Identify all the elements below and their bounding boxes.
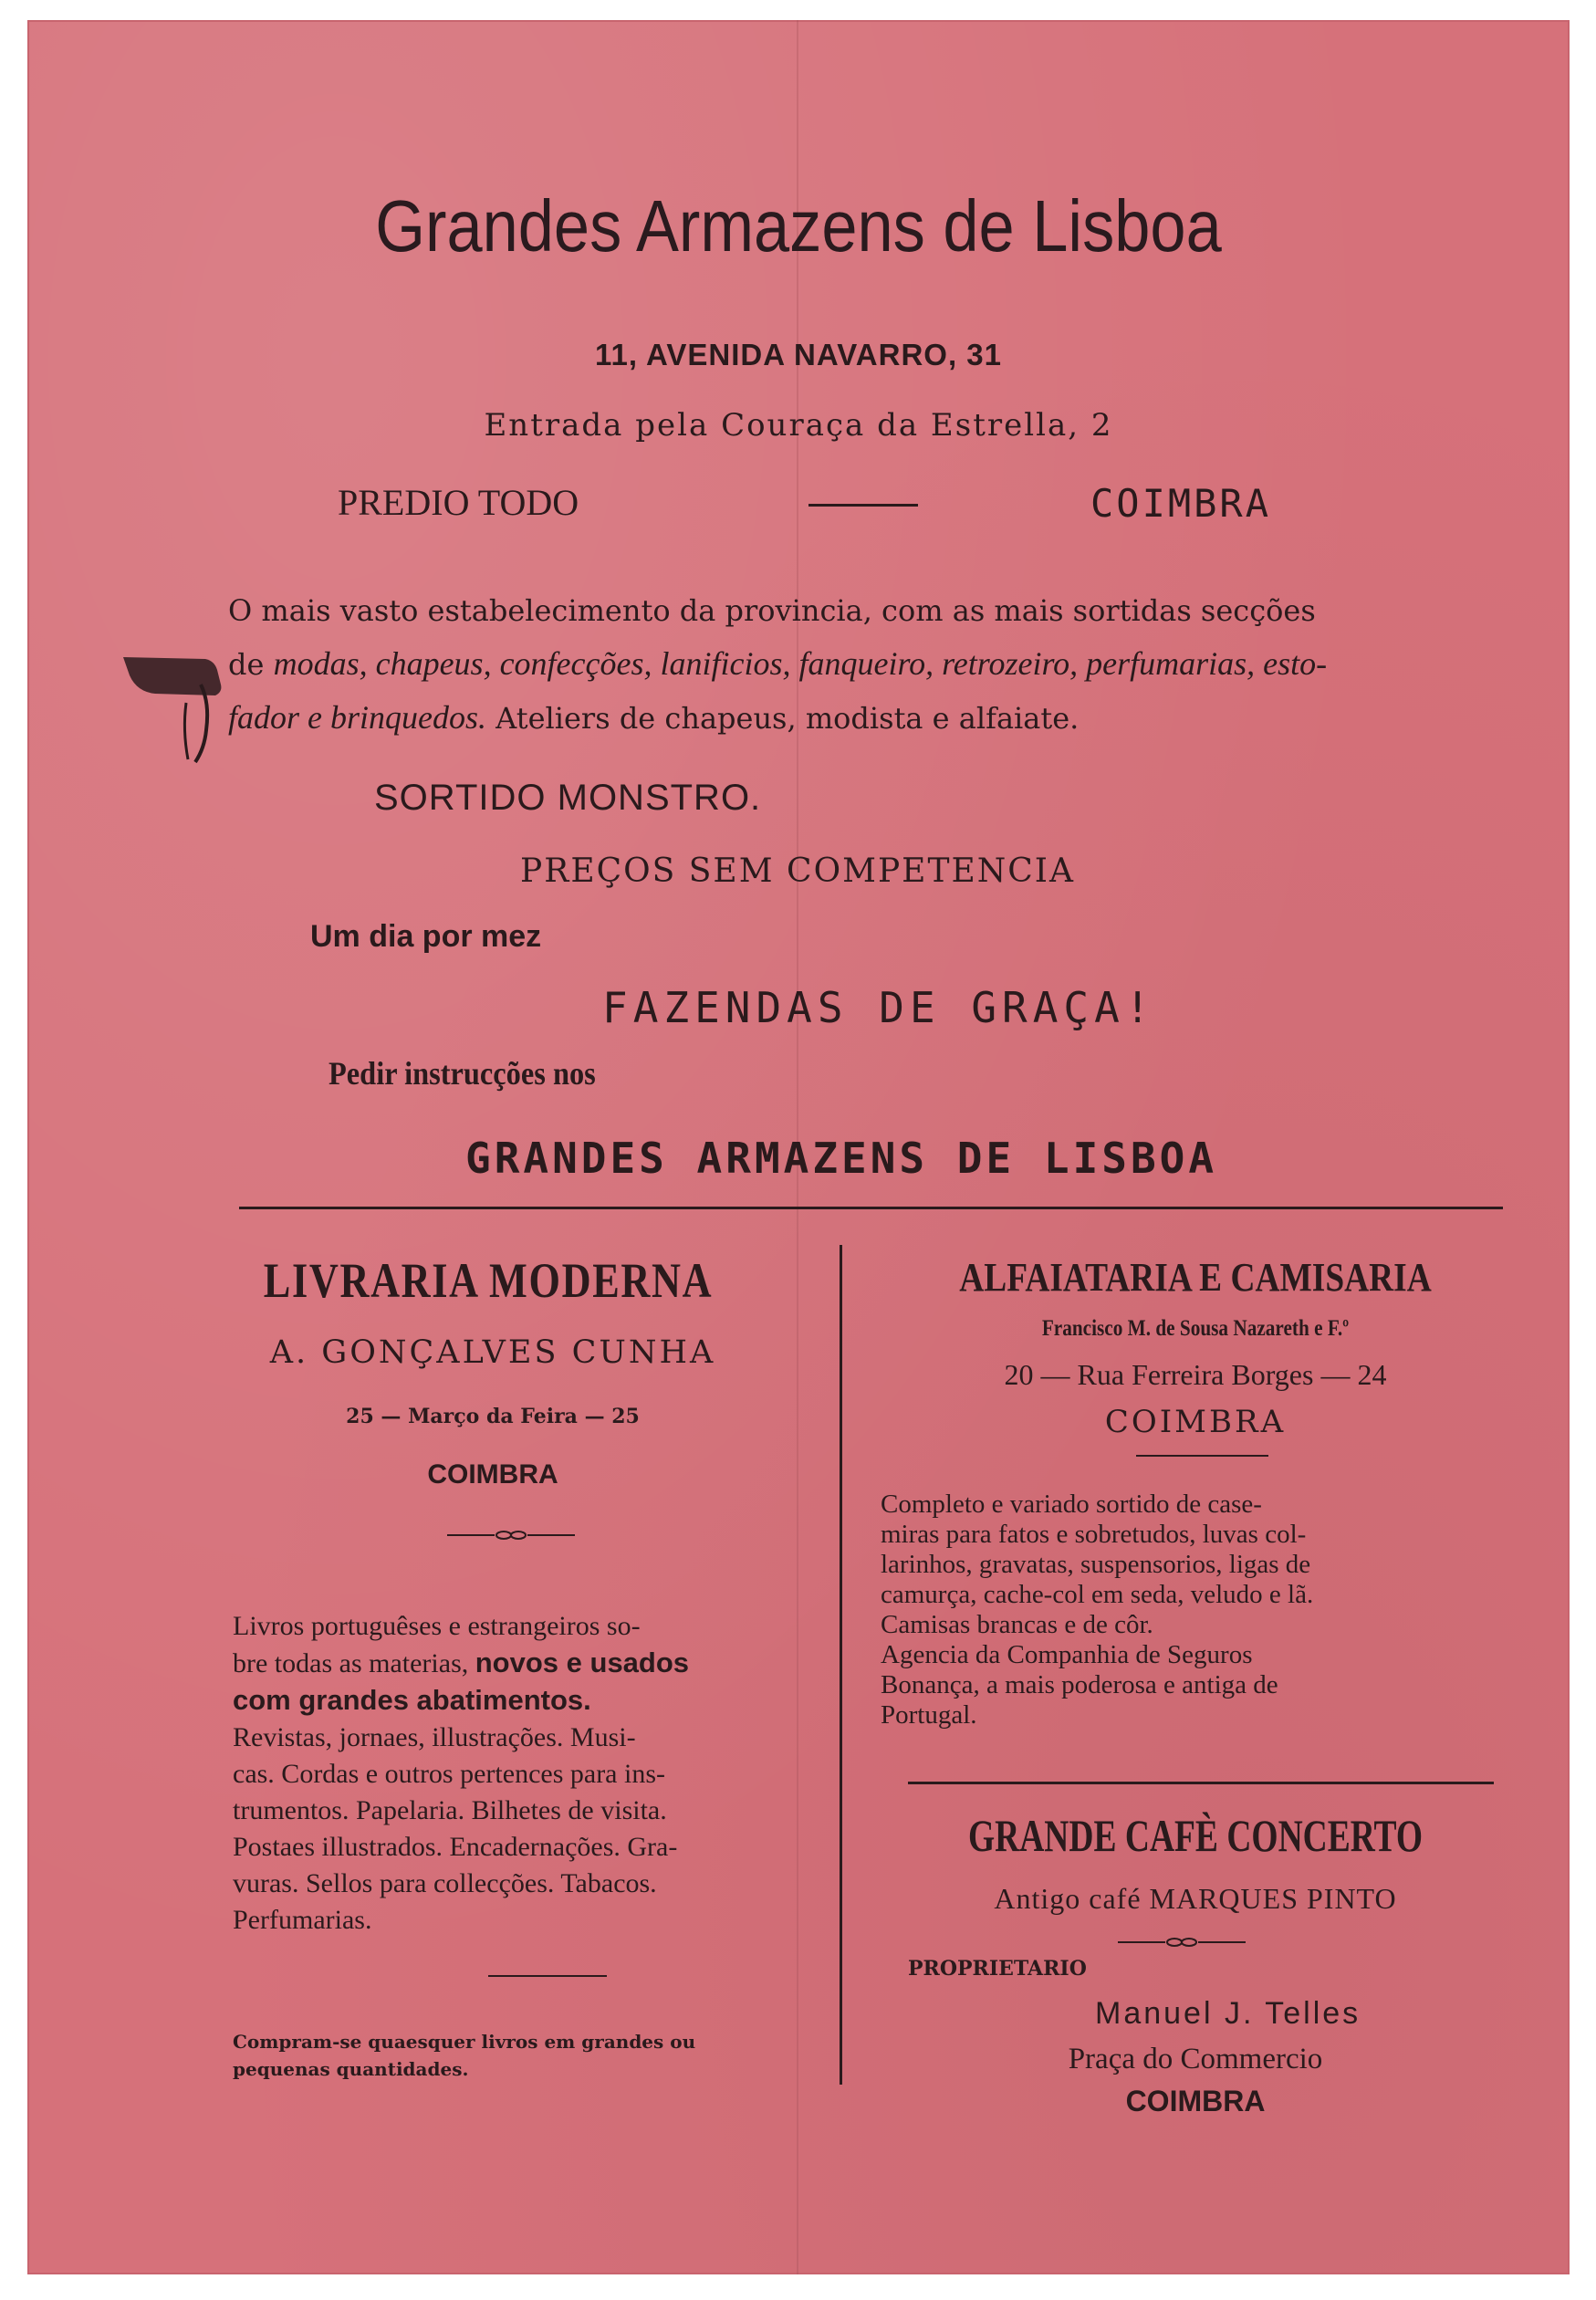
livraria-owner: A. GONÇALVES CUNHA <box>269 1334 716 1371</box>
body-bold-text: com grandes abatimentos. <box>233 1684 591 1716</box>
ornament-divider-icon <box>447 1528 575 1542</box>
alfaiataria-body-line: Camisas brancas e de côr. <box>881 1610 1153 1639</box>
alfaiataria-body-line: larinhos, gravatas, suspensorios, ligas de <box>881 1550 1311 1579</box>
body-text: bre todas as materias, <box>233 1648 475 1678</box>
alfaiataria-body-line: Completo e variado sortido de case- <box>881 1490 1262 1519</box>
livraria-body-line <box>233 1866 817 1902</box>
cafe-city: COIMBRA <box>1125 2085 1266 2117</box>
short-divider <box>488 1975 607 1977</box>
um-dia-label: Um dia por mez <box>310 919 542 954</box>
body-text: Livros portuguêses e estrangeiros so- <box>233 1611 641 1641</box>
description-line-2 <box>228 637 1524 691</box>
dash-divider <box>808 504 918 507</box>
alfaiataria-body <box>881 1490 1510 1730</box>
livraria-body-line <box>233 1720 817 1756</box>
livraria-address: 25 — Março da Feira — 25 <box>346 1405 640 1428</box>
alfaiataria-body-line: Agencia da Companhia de Seguros <box>881 1640 1253 1669</box>
alfaiataria-title: ALFAIATARIA E CAMISARIA <box>959 1255 1432 1300</box>
ornament-divider-icon <box>1118 1935 1246 1950</box>
store-entrance: Entrada pela Couraça da Estrella, 2 <box>484 407 1113 444</box>
city-label: COIMBRA <box>1090 481 1272 526</box>
cafe-owner-label: PROPRIETARIO <box>908 1957 1087 1981</box>
precos-headline: PREÇOS SEM COMPETENCIA <box>520 852 1075 890</box>
description-word: de <box>228 647 265 682</box>
column-divider <box>840 1245 842 2085</box>
fazendas-headline: FAZENDAS DE GRAÇA! <box>602 983 1156 1032</box>
livraria-body-line <box>233 1608 817 1645</box>
livraria-note <box>233 2028 817 2083</box>
note-line-2: pequenas quantidades. <box>233 2058 469 2080</box>
alfaiataria-body-line: camurça, cache-col em seda, veludo e lã. <box>881 1580 1314 1609</box>
alfaiataria-address: 20 — Rua Ferreira Borges — 24 <box>1004 1358 1387 1391</box>
body-text: Perfumarias. <box>233 1905 372 1935</box>
livraria-title: LIVRARIA MODERNA <box>263 1253 714 1308</box>
livraria-body-line <box>233 1793 817 1829</box>
description-ateliers: Ateliers de chapeus, modista e alfaiate. <box>495 701 1080 736</box>
body-text: cas. Cordas e outros pertences para ins- <box>233 1759 665 1789</box>
body-bold-text: novos e usados <box>475 1647 690 1678</box>
alfaiataria-owner: Francisco M. de Sousa Nazareth e F.º <box>1041 1316 1350 1341</box>
cafe-former-name: Antigo café MARQUES PINTO <box>994 1882 1397 1915</box>
cafe-address: Praça do Commercio <box>1068 2043 1323 2075</box>
section-divider <box>908 1782 1494 1784</box>
store-description <box>228 584 1524 745</box>
livraria-body-line <box>233 1829 817 1866</box>
description-line-3 <box>228 691 1524 745</box>
sortido-headline: SORTIDO MONSTRO. <box>374 778 762 818</box>
short-divider <box>1136 1455 1268 1457</box>
body-text: trumentos. Papelaria. Bilhetes de visita. <box>233 1795 667 1825</box>
advertisement-sheet <box>27 20 1570 2274</box>
body-text: vuras. Sellos para collecções. Tabacos. <box>233 1868 657 1898</box>
store-address: 11, AVENIDA NAVARRO, 31 <box>595 338 1002 371</box>
cafe-owner: Manuel J. Telles <box>1095 1996 1361 2031</box>
pedir-label: Pedir instrucções nos <box>329 1055 596 1092</box>
description-italic: modas, chapeus, confecções, lanificios, fanqueiro, retrozeiro, perfumarias, esto- <box>273 645 1328 682</box>
livraria-body <box>233 1608 817 1939</box>
body-text: Postaes illustrados. Encadernações. Gra- <box>233 1832 678 1862</box>
livraria-body-line <box>233 1902 817 1939</box>
description-italic: fador e brinquedos. <box>228 699 486 736</box>
body-text: Revistas, jornaes, illustrações. Musi- <box>233 1722 636 1752</box>
description-line-1: O mais vasto estabelecimento da provincia, com as mais sortidas secções <box>228 593 1316 628</box>
alfaiataria-body-line: Bonança, a mais poderosa e antiga de <box>881 1670 1278 1699</box>
alfaiataria-body-line: Portugal. <box>881 1700 977 1730</box>
alfaiataria-city: COIMBRA <box>1104 1404 1287 1440</box>
livraria-body-line <box>233 1645 817 1682</box>
building-label: PREDIO TODO <box>338 482 579 523</box>
livraria-body-line <box>233 1682 817 1720</box>
note-line-1: Compram-se quaesquer livros em grandes ou <box>233 2031 696 2053</box>
livraria-body-line <box>233 1756 817 1793</box>
cafe-title: GRANDE CAFÈ CONCERTO <box>967 1810 1424 1861</box>
alfaiataria-body-line: miras para fatos e sobretudos, luvas col- <box>881 1520 1307 1549</box>
main-divider <box>239 1207 1503 1209</box>
livraria-city: COIMBRA <box>427 1459 558 1490</box>
store-name-repeat: GRANDES ARMAZENS DE LISBOA <box>465 1134 1218 1183</box>
store-title: Grandes Armazens de Lisboa <box>375 185 1222 267</box>
pointing-hand-icon <box>119 648 246 767</box>
